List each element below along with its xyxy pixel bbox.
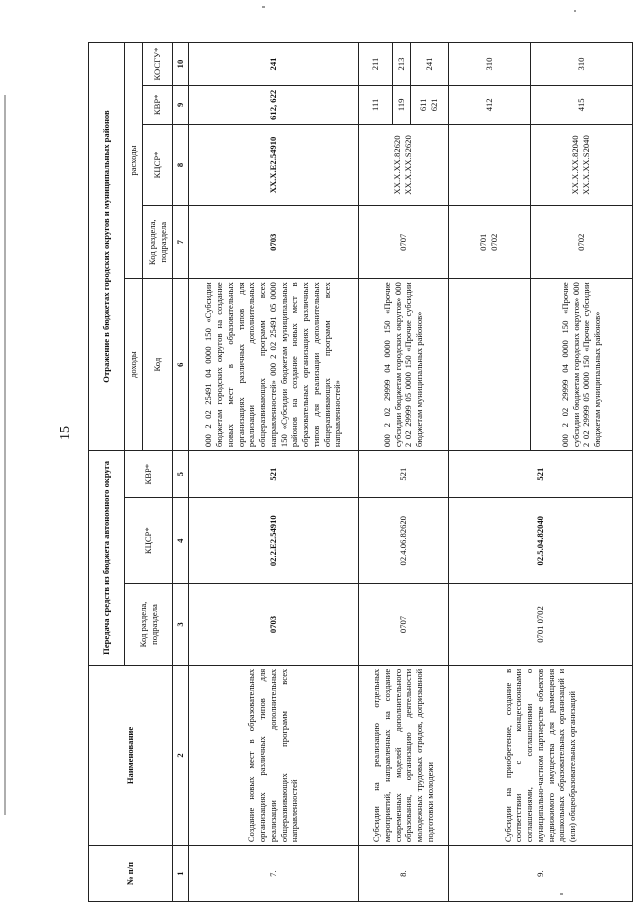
kod-value: 0701 <box>477 233 488 251</box>
row-dohody-kod <box>448 279 530 451</box>
header-dohody-kod: Код <box>143 279 173 451</box>
header-rashody: расходы <box>125 43 143 279</box>
kvr-value: 621 <box>429 98 440 112</box>
table-row <box>358 43 392 902</box>
header-name: Наименование <box>89 665 173 845</box>
col-number: 1 <box>173 846 189 902</box>
col-number: 2 <box>173 665 189 845</box>
row-rashody-kvr <box>410 86 448 125</box>
col-number: 4 <box>173 498 189 584</box>
row-dohody-kod: 000 2 02 25491 04 0000 150 «Субсидии бюджетам городских округов на создание новых мест в образовательных организациях различных типов для реализации дополнительных общеразвивающих программ всех направленностей» 000 2 02 25491 05 0000 150 «Субсидии бюджетам муниципальных районов на создание новых мест в образовательных организациях различных типов для реализации дополнительных общеразвивающих программ всех направленностей» <box>188 279 358 451</box>
header-rashody-kosgu: КОСГУ* <box>143 43 173 86</box>
row-rashody-kvr: 415 <box>530 86 632 125</box>
row-rashody-kod <box>448 206 530 279</box>
row-rashody-kosgu: 241 <box>410 43 448 86</box>
kcsr-value: XX.X.XX.82620 <box>391 135 402 195</box>
row-rashody-kod: 0703 <box>188 206 358 279</box>
header-rashody-kod: Код раздела, подраздела <box>143 206 173 279</box>
scan-speck <box>262 6 265 8</box>
row-rashody-kosgu: 211 <box>358 43 392 86</box>
row-num: 8. <box>358 846 448 902</box>
row-rashody-kvr: 111 <box>358 86 392 125</box>
row-rashody-kcsr: XX.X.E2.54910 <box>188 124 358 206</box>
row-rashody-kod: 0702 <box>530 206 632 279</box>
rotated-document <box>88 42 628 902</box>
row-transfer-kod: 0701 0702 <box>448 584 632 666</box>
row-rashody-kosgu: 310 <box>530 43 632 86</box>
row-rashody-kosgu: 213 <box>392 43 410 86</box>
col-number: 6 <box>173 279 189 451</box>
kcsr-value: XX.X.XX.82040 <box>569 135 580 195</box>
col-number: 5 <box>173 451 189 498</box>
header-dohody: доходы <box>125 279 143 451</box>
row-dohody-kod: 000 2 02 29999 04 0000 150 «Прочие субсидии бюджетам городских округов» 000 2 02 29999 05 0000 150 «Прочие субсидии бюджетам муниципальных районов» <box>530 279 632 451</box>
header-rashody-kcsr: КЦСР* <box>143 124 173 206</box>
table-row <box>188 43 358 902</box>
row-dohody-kod: 000 2 02 29999 04 0000 150 «Прочие субсидии бюджетам городских округов» 000 2 02 29999 05 0000 150 «Прочие субсидии бюджетам муниципальных районов» <box>358 279 448 451</box>
row-rashody-kvr: 412 <box>448 86 530 125</box>
row-name: Субсидии на приобретение, создание в соответствии с концессионными соглашениями, соглашениями о муниципально-частном партнерстве объектов недвижимого имущества для размещения дошкольных образовательных организаций и (или) общеобразовательных организаций <box>448 665 632 845</box>
kod-value: 0702 <box>489 233 500 251</box>
row-rashody-kosgu: 241 <box>188 43 358 86</box>
kcsr-value: XX.X.XX.S2040 <box>581 135 592 195</box>
row-name: Субсидии на реализацию отдельных мероприятий, направленных на создание современных моделей дополнительного образования, организацию деятельности молодежных трудовых отрядов, допризывной подготовки молодежи <box>358 665 448 845</box>
header-transfer-kcsr: КЦСР* <box>125 498 173 584</box>
row-transfer-kcsr: 02.5.04.82040 <box>448 498 632 584</box>
row-rashody-kod: 0707 <box>358 206 448 279</box>
row-num: 9. <box>448 846 632 902</box>
binding-streak <box>4 95 6 815</box>
row-rashody-kcsr <box>448 124 530 206</box>
table-row <box>448 43 530 902</box>
row-rashody-kvr: 612, 622 <box>188 86 358 125</box>
scan-speck <box>574 10 576 12</box>
row-rashody-kcsr <box>530 124 632 206</box>
col-number: 3 <box>173 584 189 666</box>
header-rashody-kvr: КВР* <box>143 86 173 125</box>
kcsr-value: XX.X.XX.S2620 <box>403 135 414 195</box>
page-number: 15 <box>58 426 73 440</box>
header-transfer-kod: Код раздела, подраздела <box>125 584 173 666</box>
col-number: 10 <box>173 43 189 86</box>
row-num: 7. <box>188 846 358 902</box>
kvr-value: 611 <box>417 98 428 112</box>
column-number-row <box>173 43 189 902</box>
row-transfer-kvr: 521 <box>358 451 448 498</box>
header-transfer-kvr: КВР* <box>125 451 173 498</box>
header-num: № п/п <box>89 846 173 902</box>
col-number: 9 <box>173 86 189 125</box>
row-name: Создание новых мест в образовательных организациях различных типов для реализации дополнительных общеразвивающих программ всех направленностей <box>188 665 358 845</box>
budget-table <box>88 42 633 902</box>
row-rashody-kosgu: 310 <box>448 43 530 86</box>
row-rashody-kvr: 119 <box>392 86 410 125</box>
col-number: 8 <box>173 124 189 206</box>
row-transfer-kvr: 521 <box>448 451 632 498</box>
row-transfer-kvr: 521 <box>188 451 358 498</box>
header-transfer-group: Передача средств из бюджета автономного округа <box>89 451 125 666</box>
row-rashody-kcsr <box>358 124 448 206</box>
col-number: 7 <box>173 206 189 279</box>
row-transfer-kod: 0707 <box>358 584 448 666</box>
header-row-1 <box>89 43 125 902</box>
header-reflect-group: Отражение в бюджетах городских округов и муниципальных районов <box>89 43 125 451</box>
row-transfer-kcsr: 02.2.Е2.54910 <box>188 498 358 584</box>
row-transfer-kcsr: 02.4.06.82620 <box>358 498 448 584</box>
row-transfer-kod: 0703 <box>188 584 358 666</box>
